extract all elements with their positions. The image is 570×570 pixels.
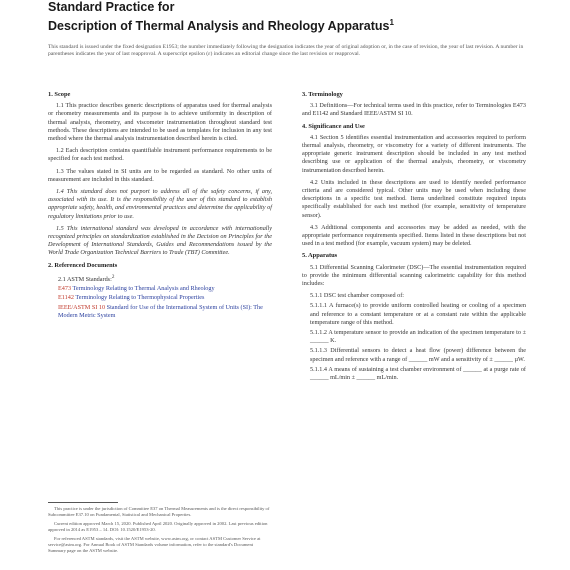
- reference-code[interactable]: E1142: [58, 294, 74, 302]
- astm-footnote-marker: 2: [111, 273, 115, 280]
- title-main-text: Description of Thermal Analysis and Rheology Apparatus: [48, 19, 390, 34]
- reference-code[interactable]: IEEE/ASTM SI 10: [58, 303, 106, 311]
- reference-item[interactable]: [58, 304, 272, 320]
- paragraph-1-3: 1.3 The values stated in SI units are to be regarded as standard. No other units of measurement are included in this standard.: [48, 167, 272, 183]
- paragraph-3-1: 3.1 Definitions—For technical terms used in this practice, refer to Terminologies E473 and E1142 and Standard IEEE/ASTM SI 10.: [302, 102, 526, 118]
- document-title: [48, 0, 528, 34]
- astm-standards-label: [58, 273, 272, 284]
- title-line-1: Standard Practice for: [48, 0, 175, 14]
- paragraph-1-5: 1.5 This international standard was developed in accordance with internationally recognized principles on standardization established in the Decision on Principles for the Development of International Standards, Guides and Recommendations issued by the World Trade Organization Technical Barriers to Trade (TBT) Committee.: [48, 224, 272, 257]
- footnote-1-edition: Current edition approved March 15, 2020. Published April 2020. Originally approved in 2002. Last previous edition approved in 2014 as E1953 – 14. DOI: 10.1520/E1953-20.: [48, 521, 268, 532]
- designation-note: This standard is issued under the fixed designation E1953; the number immediately following the designation indicates the year of original adoption or, in the case of revision, the year of last revision. A number in parentheses indicates the year of last reapproval. A superscript epsilon (ε) indicates an editorial change since the last revision or reapproval.: [48, 44, 524, 58]
- footnotes: [48, 506, 272, 557]
- paragraph-1-1: 1.1 This practice describes generic descriptions of apparatus used for thermal analysis or rheometry measurements and its purpose is to achieve uniformity in description of thermal analysis, rheometry, and viscometer instrumentation throughout standard test methods. These descriptions are intended to be used as templates for inclusion in any test method where the thermal analysis instrumentation described herein is cited.: [48, 102, 272, 143]
- paragraph-5-1: 5.1 Differential Scanning Calorimeter (DSC)—The essential instrumentation required to provide the minimum differential scanning calorimetric capability for this method includes:: [302, 263, 526, 288]
- reference-title[interactable]: Standard for Use of the International System of Units (SI): The Modern Metric System: [58, 303, 263, 319]
- right-column: [302, 88, 526, 384]
- paragraph-5-1-1-1: 5.1.1.1 A furnace(s) to provide uniform controlled heating or cooling of a specimen and reference to a constant temperature or at a constant rate within the applicable temperature range of this method.: [310, 302, 526, 326]
- paragraph-4-2: 4.2 Units included in these descriptions are used to identify needed performance criteria and are considered typical. Other units may be used when including these descriptions in a specific test method. Items underlined constitute required inputs specifically established for each test method (for example, sensitivity of temperature sensor).: [302, 178, 526, 219]
- paragraph-5-1-1-3: 5.1.1.3 Differential sensors to detect a heat flow (power) difference between the specimen and reference with a range of ______ mW and a sensitivity of ± ______ µW.: [310, 347, 526, 363]
- section-heading-scope: 1. Scope: [48, 91, 71, 98]
- footnote-1: This practice is under the jurisdiction of Committee E37 on Thermal Measurements and is the direct responsibility of Subcommittee E37.10 on Fundamental, Statistical and Mechanical Properties.: [48, 506, 270, 517]
- reference-code[interactable]: E473: [58, 285, 72, 293]
- astm-standards-text: 2.1 ASTM Standards:: [58, 275, 112, 283]
- paragraph-4-1: 4.1 Section 5 identifies essential instrumentation and accessories required to perform thermal analysis, rheometry, or viscometry for a variety of different instruments. The appropriate generic instrument description should be included in any test method describing use or application of the thermal analysis, rheometry, or viscometry instrumentation described herein.: [302, 133, 526, 174]
- reference-title[interactable]: Terminology Relating to Thermal Analysis and Rheology: [72, 285, 215, 293]
- section-heading-significance: 4. Significance and Use: [302, 122, 365, 130]
- paragraph-4-3: 4.3 Additional components and accessories may be added as needed, with the appropriate performance requirements specified. Items listed in these descriptions but not used in a test method (for example, vacuum system) may be deleted.: [302, 223, 526, 248]
- paragraph-1-4: 1.4 This standard does not purport to address all of the safety concerns, if any, associated with its use. It is the responsibility of the user of this standard to establish appropriate safety, health, and environmental practices and determine the applicability of regulatory limitations prior to use.: [48, 188, 272, 220]
- reference-item[interactable]: [58, 294, 272, 302]
- paragraph-5-1-1: 5.1.1 DSC test chamber composed of:: [310, 292, 404, 300]
- section-heading-terminology: 3. Terminology: [302, 91, 343, 98]
- left-column: [48, 88, 272, 321]
- paragraph-5-1-1-4: 5.1.1.4 A means of sustaining a test chamber environment of ______ at a purge rate of ______ mL/min ± ______ mL/min.: [310, 365, 526, 382]
- footnote-divider: [48, 502, 118, 503]
- section-heading-referenced-documents: 2. Referenced Documents: [48, 261, 118, 269]
- title-footnote-marker: 1: [389, 18, 394, 27]
- paragraph-1-2: 1.2 Each description contains quantifiable instrument performance requirements to be specified for each test method.: [48, 147, 272, 163]
- paragraph-5-1-1-2: 5.1.1.2 A temperature sensor to provide an indication of the specimen temperature to ± ______ K.: [310, 329, 526, 345]
- reference-item[interactable]: [58, 285, 272, 293]
- footnote-2: For referenced ASTM standards, visit the ASTM website, www.astm.org, or contact ASTM Customer Service at service@astm.org. For Annual Book of ASTM Standards volume information, refer to the standard's Document Summary page on the ASTM website.: [48, 536, 261, 553]
- title-line-2: [48, 15, 528, 34]
- reference-title[interactable]: Terminology Relating to Thermophysical Properties: [75, 294, 205, 302]
- section-heading-apparatus: 5. Apparatus: [302, 252, 338, 260]
